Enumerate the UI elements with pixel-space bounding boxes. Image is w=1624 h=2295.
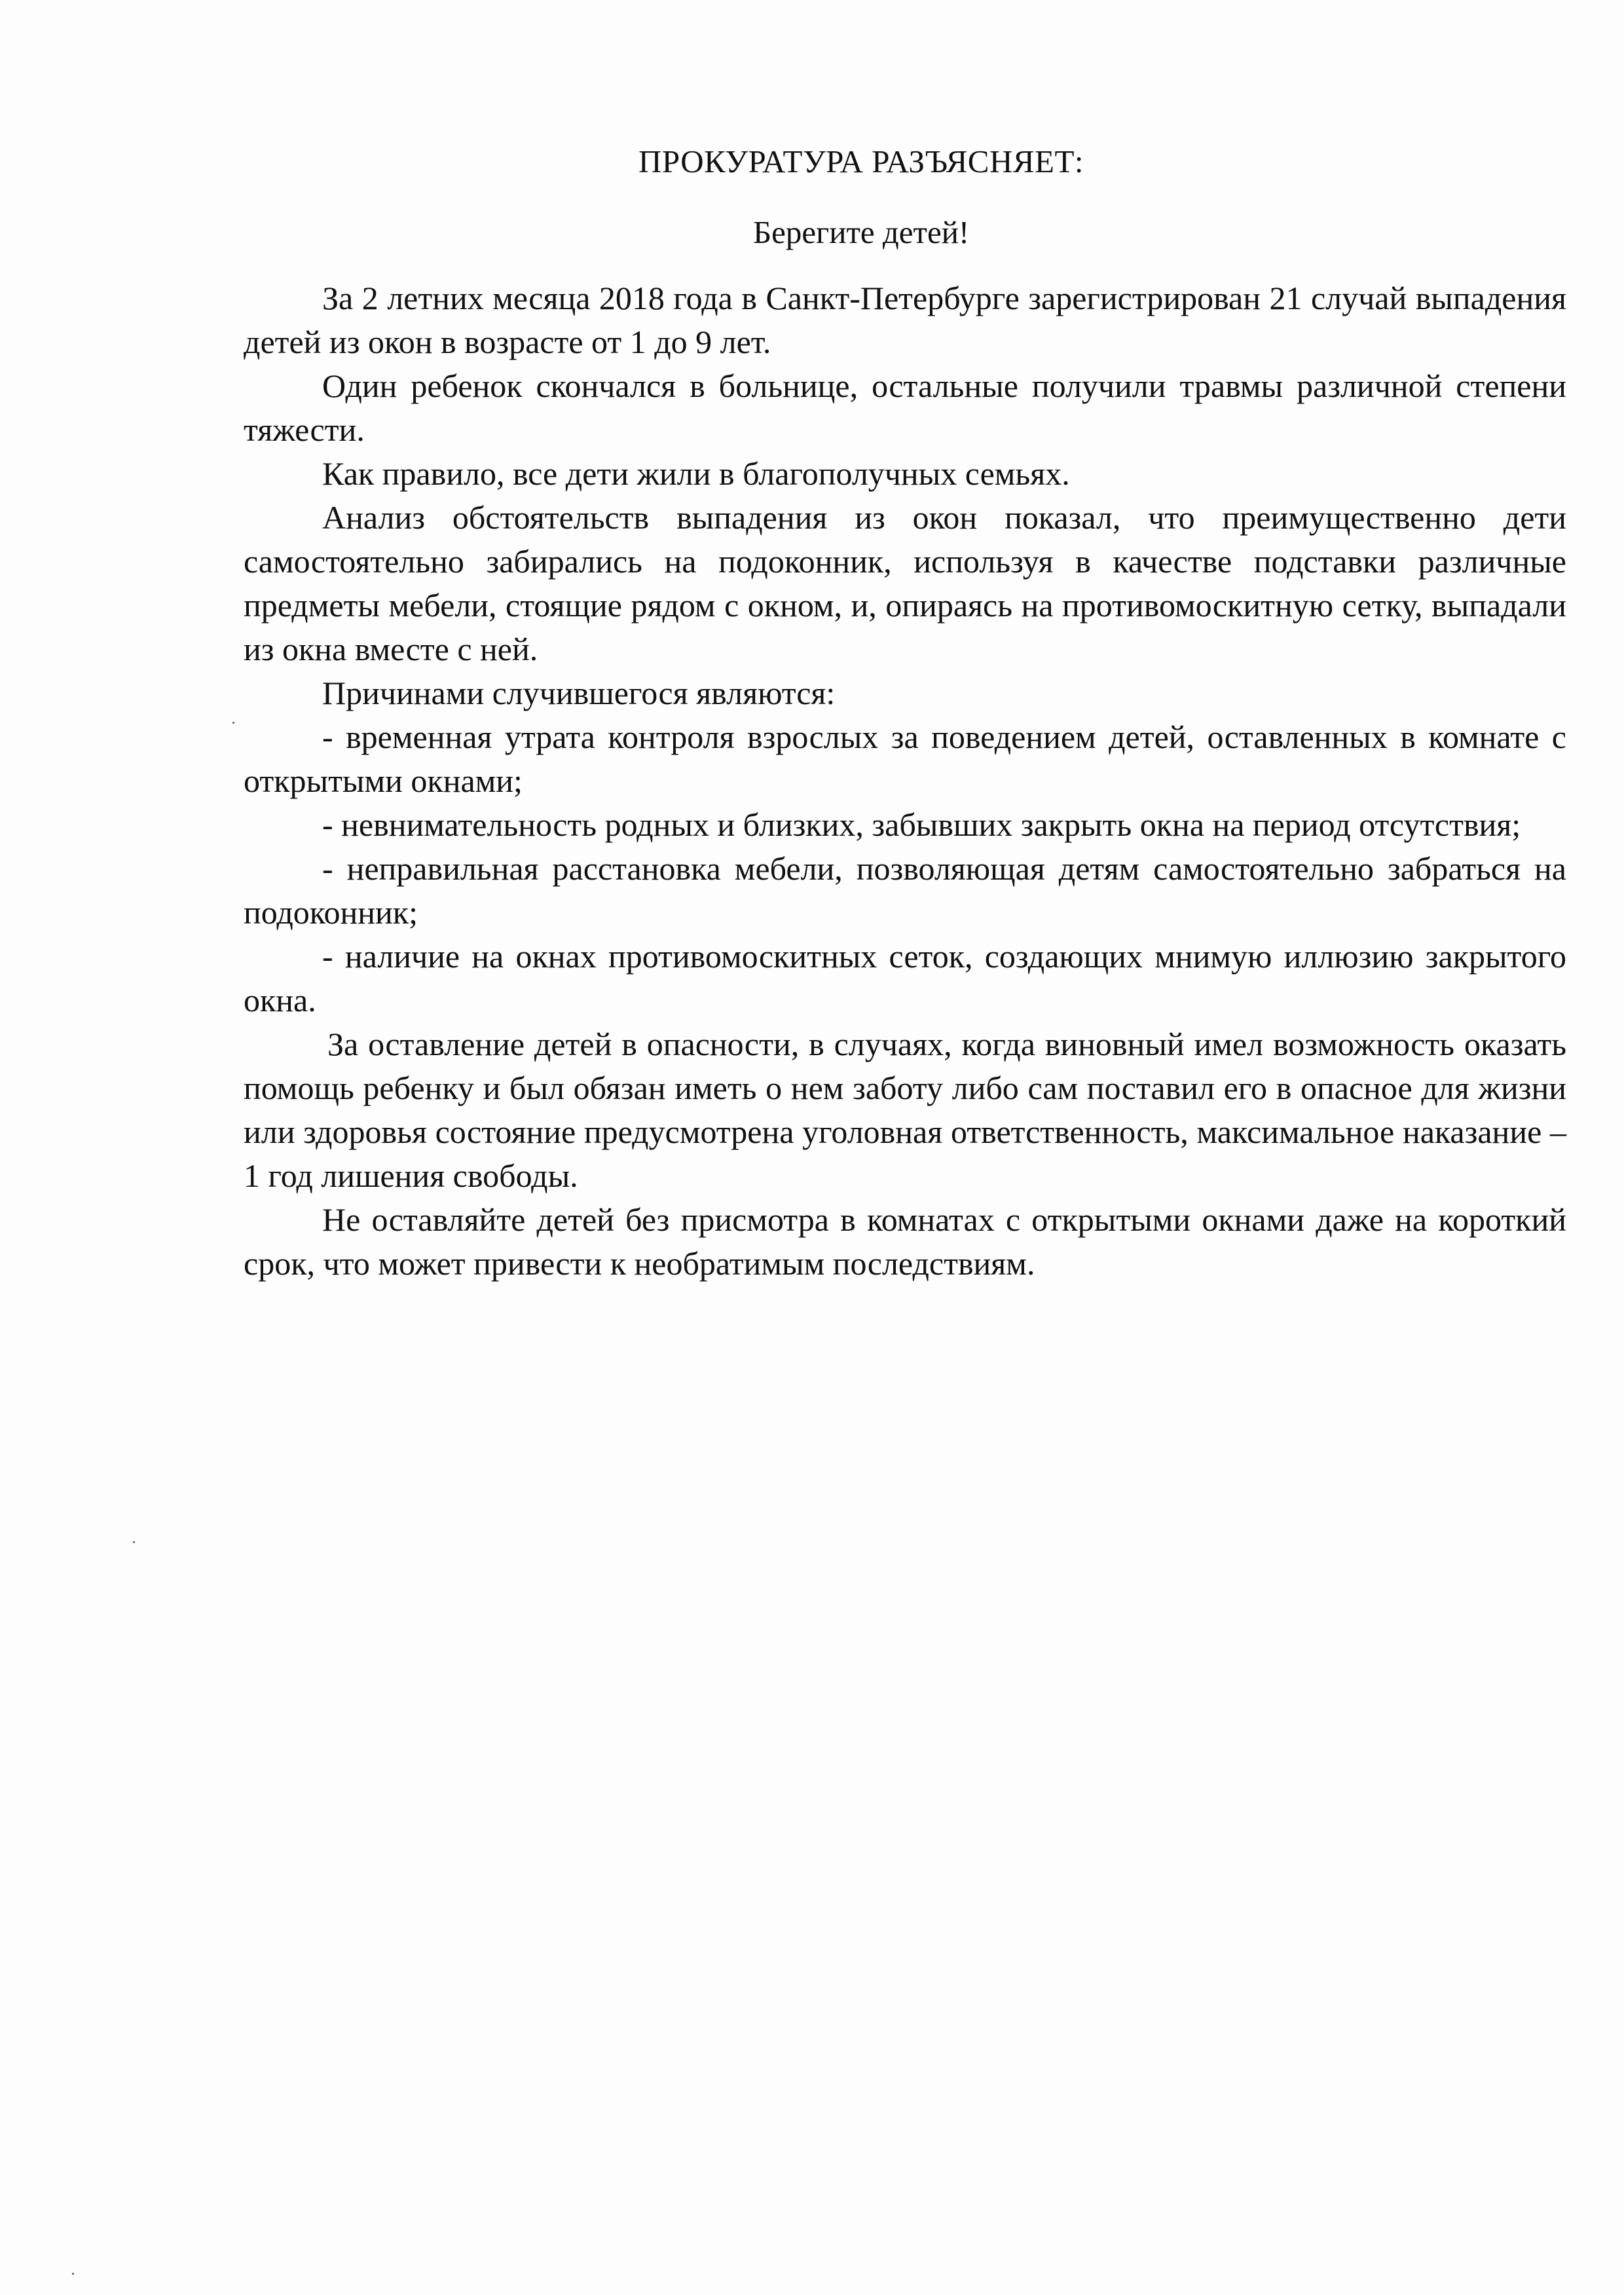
paragraph-liability: За оставление детей в опасности, в случаях, когда виновный имел возможность оказать помощь ребенку и был обязан иметь о нем заботу либо сам поставил его в опасное для жизни или здоровья состояние предусмотрена уголовная ответственность, максимальное наказание – 1 год лишения свободы.	[244, 1026, 1566, 1194]
list-item-cause: - неправильная расстановка мебели, позволяющая детям самостоятельно забраться на подоконник;	[244, 850, 1566, 931]
list-item-cause: - невнимательность родных и близких, забывших закрыть окна на период отсутствия;	[322, 806, 1521, 843]
paragraph-analysis: Анализ обстоятельств выпадения из окон показал, что преимущественно дети самостоятельно забирались на подоконник, используя в качестве подставки различные предметы мебели, стоящие рядом с окном, и, опираясь на противомоскитную сетку, выпадали из окна вместе с ней.	[244, 499, 1566, 667]
scan-speck	[232, 722, 234, 724]
document-subtitle: Берегите детей!	[753, 214, 970, 250]
paragraph-families: Как правило, все дети жили в благополучных семьях.	[322, 455, 1070, 492]
list-item-cause: - временная утрата контроля взрослых за поведением детей, оставленных в комнате с открытыми окнами;	[244, 718, 1566, 799]
paragraph-outcome: Один ребенок скончался в больнице, остальные получили травмы различной степени тяжести.	[244, 367, 1566, 448]
paragraph-warning: Не оставляйте детей без присмотра в комнатах с открытыми окнами даже на короткий срок, что может привести к необратимым последствиям.	[244, 1201, 1566, 1282]
scan-speck	[72, 2273, 74, 2275]
paragraph-causes-heading: Причинами случившегося являются:	[322, 675, 836, 711]
list-item-cause: - наличие на окнах противомоскитных сеток, создающих мнимую иллюзию закрытого окна.	[244, 938, 1566, 1018]
document-title: ПРОКУРАТУРА РАЗЪЯСНЯЕТ:	[638, 143, 1084, 179]
document-body	[244, 276, 1566, 1286]
paragraph-statistics: За 2 летних месяца 2018 года в Санкт-Петербурге зарегистрирован 21 случай выпадения детей из окон в возрасте от 1 до 9 лет.	[244, 280, 1566, 360]
scan-speck	[133, 1541, 135, 1543]
